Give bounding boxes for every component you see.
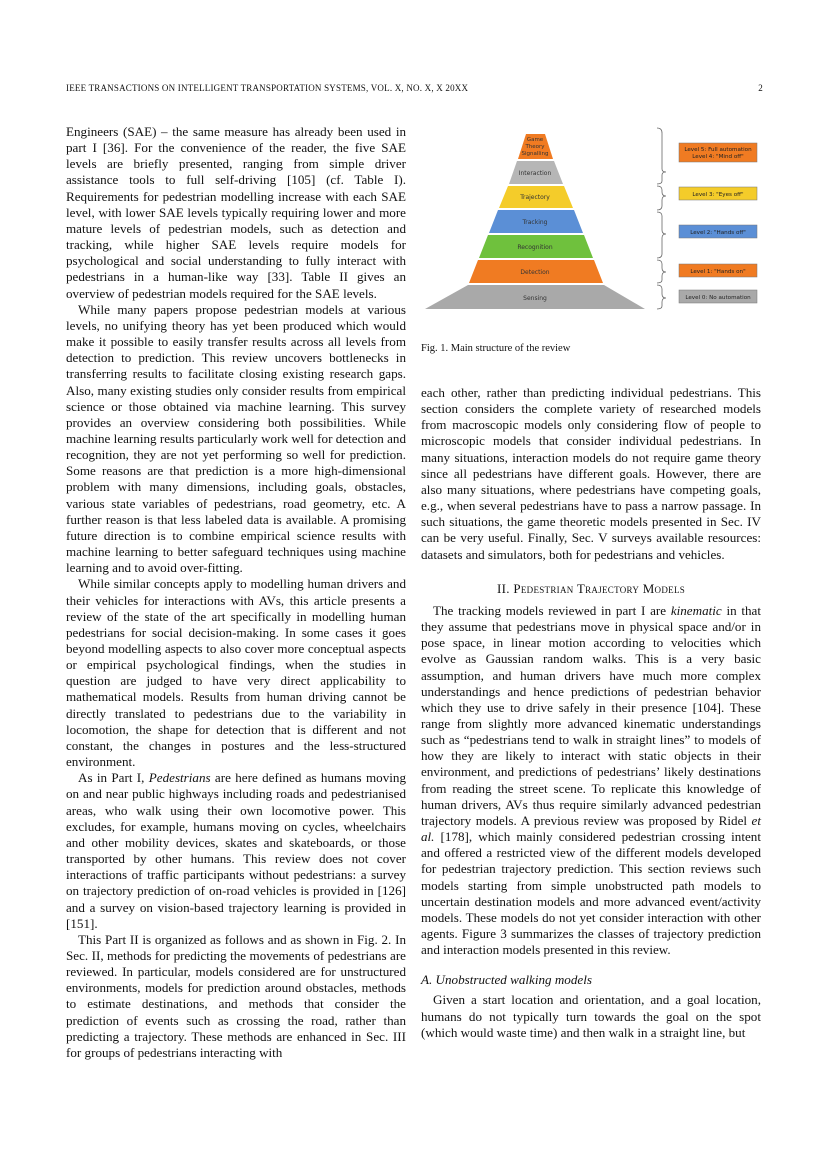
- journal-title: IEEE TRANSACTIONS ON INTELLIGENT TRANSPORTATION SYSTEMS, VOL. X, NO. X, X 20XX: [66, 83, 469, 93]
- svg-text:Theory: Theory: [525, 144, 545, 150]
- section-heading: II. Pedestrian Trajectory Models: [496, 580, 686, 596]
- svg-text:Signalling: Signalling: [521, 151, 549, 157]
- page-number: 2: [758, 83, 763, 93]
- level-box-0-label: Level 0: No automation: [685, 295, 751, 301]
- paragraph: This Part II is organized as follows and as shown in Fig. 2. In Sec. II, methods for predicting the movements of pedestrians are reviewed. In particular, models considered are for unstructured environments, models for prediction around obstacles, methods to estimate destinations, and methods that consider the prediction of events such as crossing the road, rather than predicting a trajectory. These methods are enhanced in Sec. III for groups of pedestrians interacting with: [66, 931, 406, 1060]
- pyramid-label-6: Sensing: [523, 295, 547, 302]
- paragraph: While many papers propose pedestrian models at various levels, no unifying theory has yet been produced which would make it possible to easily transfer results across all levels from detection to prediction. This review uncovers bottlenecks in transferring results to facilitate closing existing research gaps. Also, many existing studies only consider results from empirical science or those obtained via machine learning. This survey provides an overview considering both possibilities. While machine learning results particularly work well for detection and recognition, they are not yet performing so well for prediction. Some reasons are that prediction is a more high-dimensional problem with many dimensions, including goals, obstacles, various state variables of pedestrians, road geometry, etc. A further reason is that less labeled data is available. A promising future direction is to combine empirical science results with machine learning to better safeguard techniques using machine learning and to avoid over-fitting.: [66, 301, 406, 576]
- level-box-1-label: Level 1: "Hands on": [690, 269, 746, 275]
- left-column: [66, 124, 406, 1061]
- pyramid-label-1: Interaction: [518, 170, 552, 177]
- pyramid-label-0: Game: [526, 137, 544, 143]
- pyramid-label-3: Tracking: [522, 219, 548, 226]
- pyramid-label-2: Trajectory: [520, 194, 550, 201]
- paragraph: Engineers (SAE) – the same measure has already been used in part I [36]. For the convenience of the reader, the five SAE levels are briefly presented, ranging from simple driver assistance tools to full self-driving [105] (cf. Table I). Requirements for pedestrian modelling increase with each SAE level, with lower SAE levels typically requiring lower and more mature levels of pedestrian models, such as detection and tracking, while higher SAE levels require models for psychological and social understanding to fully interact with pedestrians in a human-like way [33]. Table II gives an overview of pedestrian models required for the SAE levels.: [66, 124, 406, 301]
- pyramid-label-5: Detection: [520, 269, 550, 276]
- pyramid-label-4: Recognition: [517, 244, 553, 251]
- pyramid-diagram: [421, 124, 763, 314]
- figure-caption: Fig. 1. Main structure of the review: [421, 343, 571, 354]
- level-brackets: [657, 128, 666, 309]
- paragraph: The tracking models reviewed in part I are kinematic in that they assume that pedestrians move in physical space and/or in pose space, in linear motion according to velocities which evolve as Gaussian random walks. This is a very basic assumption, and human drivers have much more complex understandings and hence predictions of pedestrian behavior which they use to drive safely in their presence [104]. These range from slightly more advanced kinematic understandings such as “pedestrians tend to walk in straight lines” to models of how they are likely to interact with static objects in their environment, and predictions of pedestrians’ likely destinations from reading the street scene. To replicate this knowledge of human drivers, AVs thus require similarly advanced pedestrian trajectory models. A previous review was proposed by Ridel et al. [178], which mainly considered pedestrian crossing intent and offered a restricted view of the different models developed for pedestrian trajectory prediction. This section reviews such models starting from simple unobstructed path models to uncertain destination models and more advanced event/activity models. These models do not yet consider interaction with other agents. Figure 3 summarizes the classes of trajectory prediction and interaction models presented in this review.: [421, 602, 762, 958]
- paragraph: As in Part I, Pedestrians are here defined as humans moving on and near public highways including roads and pedestrianised areas, who walk using their own locomotive power. This excludes, for example, humans moving on cycles, wheelchairs and other mobility devices, skates and skateboards, or those transported by other humans. This review does not cover interactions of traffic participants without pedestrians: a survey on trajectory prediction of on-road vehicles is provided in [126] and a survey on vision-based trajectory learning is provided in [151].: [66, 770, 406, 931]
- paragraph: each other, rather than predicting individual pedestrians. This section considers the complete variety of researched models from macroscopic models only considering flow of people to microscopic models that consider individual pedestrians. In many situations, interaction models do not require game theory since all pedestrians have different goals. However, there are also many situations, where pedestrians have competing goals, e.g., when several pedestrians have to pass a narrow passage. In such situations, the game theoretic models presented in Sec. IV can be very useful. Finally, Sec. V surveys available resources: datasets and simulators, both for pedestrians and vehicles.: [421, 385, 761, 562]
- subsection-heading: A. Unobstructed walking models: [421, 972, 592, 988]
- level-box-2-label: Level 2: "Hands off": [690, 230, 746, 236]
- figure-pyramid: [421, 124, 763, 356]
- right-column: [421, 385, 761, 1041]
- paragraph: Given a start location and orientation, and a goal location, humans do not typically turn towards the goal on the spot (which would waste time) and then walk in a straight line, but: [421, 992, 761, 1040]
- level-box-3-label: Level 3: "Eyes off": [692, 192, 744, 198]
- page-header: [66, 83, 763, 97]
- level-box-5-line2: Level 4: "Mind off": [692, 154, 744, 160]
- level-box-5-line1: Level 5: Full automation: [684, 147, 752, 153]
- paragraph: While similar concepts apply to modelling human drivers and their vehicles for interactions with AVs, this article presents a review of the state of the art specifically in modelling human pedestrians for social decision-making. In some cases it goes beyond modelling aspects to also cover more conceptual aspects or empirical psychological findings, when the studies in question are judged to have very direct applicability to mathematical models. Results from human driving cannot be directly translated to pedestrians due to the variability in locomotion, the shape for detection that is different and not constant, the changes in postures and the less-structured environment.: [66, 576, 406, 770]
